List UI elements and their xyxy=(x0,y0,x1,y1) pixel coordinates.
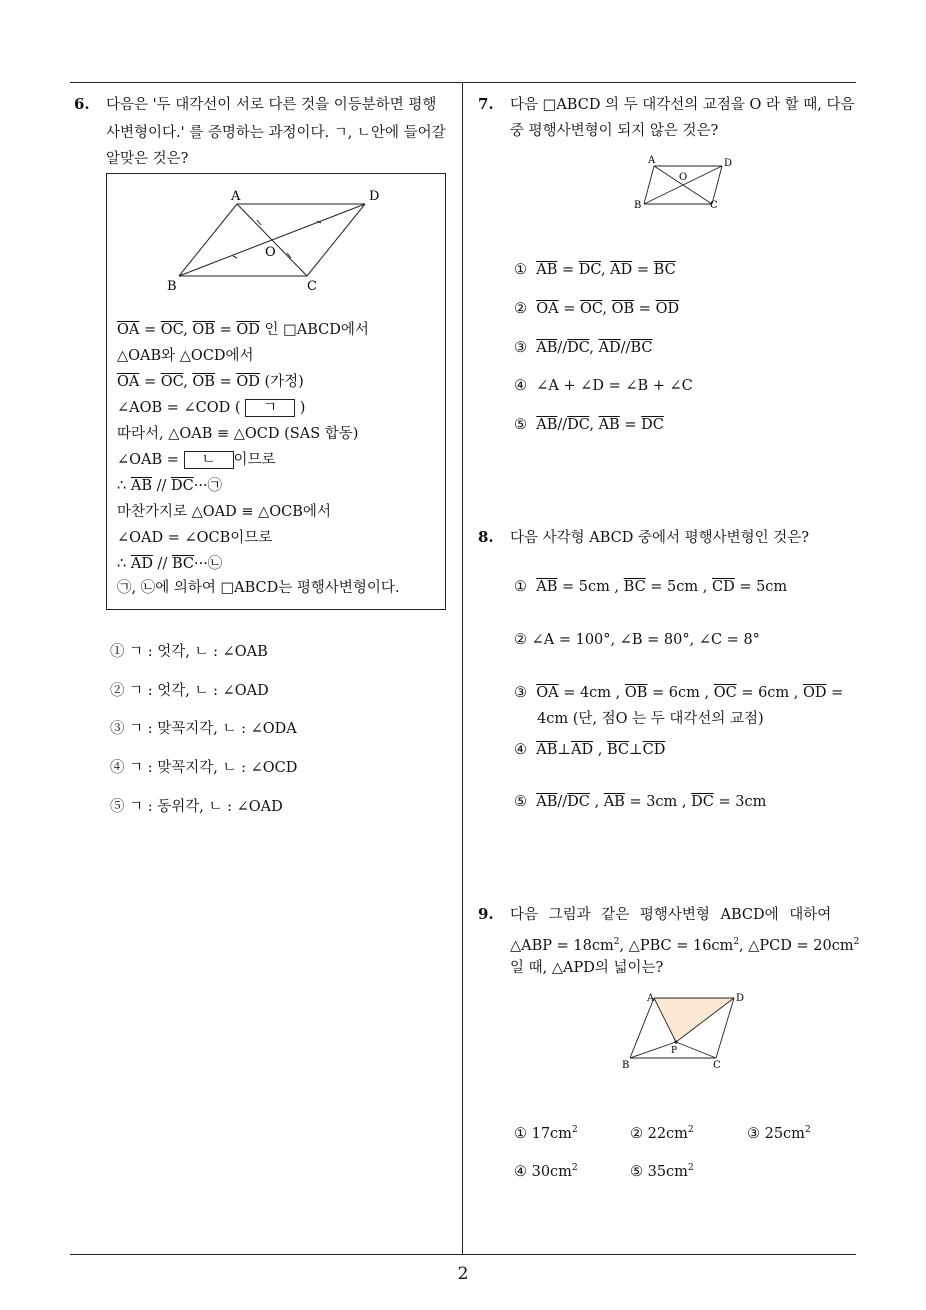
q6-text-line1: 다음은 '두 대각선이 서로 다른 것을 이등분하면 평행 xyxy=(106,97,437,113)
q9-label-D: D xyxy=(736,993,745,1004)
q7-label-C: C xyxy=(710,200,718,211)
q6-label-D: D xyxy=(369,189,380,204)
q9-text-line1: 다음 그림과 같은 평행사변형 ABCD에 대하여 xyxy=(510,907,832,923)
proof-line-7: ∴ $\overline{AB}$ // $\overline{DC}\cdot\cdot\cdot㉠$ xyxy=(117,478,223,494)
q6-text-line2: 사변형이다.' 를 증명하는 과정이다. ㄱ, ㄴ안에 들어갈 xyxy=(106,125,446,141)
proof-line-6: ∠OAB = ㄴ 이므로 xyxy=(117,452,276,468)
q9-option-2[interactable]: ② $22cm^2$ xyxy=(630,1125,694,1142)
top-rule xyxy=(70,82,856,83)
q9-label-A: A xyxy=(647,993,655,1004)
q6-number: 6. xyxy=(74,95,90,113)
proof-line-8: 마찬가지로 △OAD ≡ △OCB에서 xyxy=(117,504,331,520)
q6-label-O: O xyxy=(265,245,276,260)
q8-option-3[interactable]: ③ $\overline{OA} = 4cm$ , $\overline{OB} = 6cm$ , $\overline{OC} = 6cm$ , $\overline{OD}$ = xyxy=(514,685,844,701)
page-number: 2 xyxy=(457,1264,469,1284)
q7-label-O: O xyxy=(679,172,688,183)
q6-label-B: B xyxy=(167,279,177,294)
q7-text-line1: 다음 □ABCD 의 두 대각선의 교점을 O 라 할 때, 다음 xyxy=(510,97,855,113)
q7-option-1[interactable]: ① $\overline{AB} = \overline{DC}$, $\overline{AD} = \overline{BC}$ xyxy=(514,262,676,278)
column-divider xyxy=(462,82,463,1254)
q7-option-5[interactable]: ⑤ $\overline{AB}//\overline{DC}$, $\overline{AB} = \overline{DC}$ xyxy=(514,417,664,433)
q9-option-4[interactable]: ④ $30cm^2$ xyxy=(514,1163,578,1180)
q7-parallelogram-figure xyxy=(630,152,740,214)
q6-text-line3: 알맞은 것은? xyxy=(106,151,189,167)
q6-option-4[interactable]: ④ ㄱ : 맞꼭지각, ㄴ : ∠OCD xyxy=(110,760,298,776)
q9-text-line3: 일 때, △APD의 넓이는? xyxy=(510,960,664,976)
q6-parallelogram-figure xyxy=(107,174,445,304)
q7-label-B: B xyxy=(634,200,642,211)
q8-text-line1: 다음 사각형 ABCD 중에서 평행사변형인 것은? xyxy=(510,530,810,546)
q9-label-P: P xyxy=(671,1046,678,1056)
q9-label-C: C xyxy=(713,1060,721,1071)
q8-option-4[interactable]: ④ $\overline{AB}\perp\overline{AD}$ , $\overline{BC}\perp\overline{CD}$ xyxy=(514,742,666,758)
q7-text-line2: 중 평행사변형이 되지 않은 것은? xyxy=(510,123,719,139)
q6-option-5[interactable]: ⑤ ㄱ : 동위각, ㄴ : ∠OAD xyxy=(110,799,283,815)
q6-option-3[interactable]: ③ ㄱ : 맞꼭지각, ㄴ : ∠ODA xyxy=(110,721,297,737)
q9-parallelogram-figure xyxy=(616,990,756,1074)
q9-point-P xyxy=(674,1040,677,1043)
q8-option-2[interactable]: ② ∠A = 100°, ∠B = 80°, ∠C = 8° xyxy=(514,632,760,648)
blank-nieun: ㄴ xyxy=(184,451,234,469)
q8-number: 8. xyxy=(478,528,494,546)
proof-line-11: ㉠, ㉡에 의하여 □ABCD는 평행사변형이다. xyxy=(117,580,400,596)
q6-label-A: A xyxy=(231,189,241,204)
q6-option-1[interactable]: ① ㄱ : 엇각, ㄴ : ∠OAB xyxy=(110,644,268,660)
proof-line-1: $\overline{OA} = \overline{OC}$, $\overline{OB} = \overline{OD}$ 인 □ABCD에서 xyxy=(117,322,369,338)
q8-option-1[interactable]: ① $\overline{AB} = 5cm$ , $\overline{BC} = 5cm$ , $\overline{CD} = 5cm$ xyxy=(514,579,788,595)
q9-text-line2: △ABP = $18cm^2$, △PBC = $16cm^2$, △PCD = $20cm^2$ xyxy=(510,937,860,954)
q7-option-4[interactable]: ④ ∠A + ∠D = ∠B + ∠C xyxy=(514,378,693,394)
proof-line-2: △OAB와 △OCD에서 xyxy=(117,348,254,364)
q9-shaded-triangle-APD xyxy=(654,998,734,1042)
q9-number: 9. xyxy=(478,905,494,923)
q9-label-B: B xyxy=(622,1060,630,1071)
proof-line-10: ∴ $\overline{AD}$ // $\overline{BC}\cdot\cdot\cdot㉡$ xyxy=(117,556,223,572)
q7-number: 7. xyxy=(478,95,494,113)
blank-giyeok: ㄱ xyxy=(245,399,295,417)
proof-line-4: ∠AOB = ∠COD ( ㄱ ) xyxy=(117,400,306,416)
proof-line-9: ∠OAD = ∠OCB이므로 xyxy=(117,530,273,546)
q7-label-A: A xyxy=(648,155,656,166)
q6-proof-box xyxy=(106,173,446,610)
q7-option-2[interactable]: ② $\overline{OA} = \overline{OC}$, $\overline{OB} = \overline{OD}$ xyxy=(514,301,680,317)
q8-option-3-line2: 4cm (단, 점O 는 두 대각선의 교점) xyxy=(537,711,764,727)
q9-option-5[interactable]: ⑤ $35cm^2$ xyxy=(630,1163,694,1180)
q9-option-3[interactable]: ③ $25cm^2$ xyxy=(747,1125,811,1142)
bottom-rule xyxy=(70,1254,856,1255)
proof-line-5: 따라서, △OAB ≡ △OCD (SAS 합동) xyxy=(117,426,359,442)
q6-option-2[interactable]: ② ㄱ : 엇각, ㄴ : ∠OAD xyxy=(110,683,269,699)
proof-line-3: $\overline{OA} = \overline{OC}$, $\overline{OB} = \overline{OD}$ (가정) xyxy=(117,374,304,390)
q6-label-C: C xyxy=(307,279,317,294)
q9-option-1[interactable]: ① $17cm^2$ xyxy=(514,1125,578,1142)
q7-label-D: D xyxy=(724,158,733,169)
q7-option-3[interactable]: ③ $\overline{AB}//\overline{DC}$, $\overline{AD}//\overline{BC}$ xyxy=(514,340,653,356)
q8-option-5[interactable]: ⑤ $\overline{AB}//\overline{DC}$ , $\overline{AB} = 3cm$ , $\overline{DC} = 3cm$ xyxy=(514,794,767,810)
